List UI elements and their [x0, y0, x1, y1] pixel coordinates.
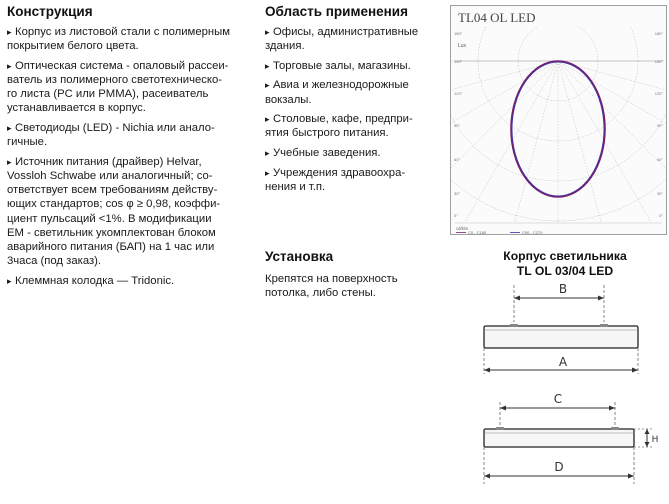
- drawing-top: [484, 284, 638, 374]
- ustanovka-text: [265, 272, 422, 300]
- konstrukcia-item-line: Корпус из листовой стали с полимерным: [15, 26, 231, 38]
- polar-angle-label: 30°: [454, 191, 461, 196]
- korpus-heading: [470, 249, 660, 278]
- dim-label-h: H: [651, 435, 659, 445]
- dim-label-d: D: [554, 460, 564, 474]
- polar-angle-label: 0°: [659, 213, 663, 218]
- legend-label-c0: C0 - C180: [468, 230, 487, 235]
- oblast-item-line: Учреждения здравоохра-: [273, 166, 406, 179]
- konstrukcia-item: [7, 25, 247, 53]
- konstrukcia-item-line: Клеммная колодка — Tridonic.: [15, 274, 175, 287]
- bullet-marker: ▸: [265, 114, 270, 125]
- dim-label-a: A: [558, 355, 568, 369]
- konstrukcia-item-line: ответствует всем требованиям действу-: [7, 184, 218, 197]
- polar-angle-label: 180°: [654, 31, 663, 36]
- ustanovka-line: потолка, либо стены.: [265, 287, 376, 300]
- polar-footer-left: cd/klm: [456, 226, 469, 231]
- konstrukcia-heading: Конструкция: [7, 4, 93, 19]
- oblast-list: [265, 25, 422, 199]
- konstrukcia-item-line: ющих стандартов; cos φ ≥ 0,98, коэффи-: [7, 198, 221, 211]
- oblast-item: [265, 25, 422, 53]
- oblast-item-line: Авиа и железнодорожные: [273, 79, 409, 92]
- legend-label-c90: C90 - C270: [522, 230, 543, 235]
- konstrukcia-list: [7, 25, 247, 293]
- polar-lux-label: Lux: [458, 43, 467, 49]
- oblast-item-line: нения и т.п.: [265, 180, 326, 193]
- oblast-item-line: ятия быстрого питания.: [265, 127, 389, 140]
- konstrukcia-item-line: Оптическая система - опаловый рассеи-: [15, 59, 229, 72]
- konstrukcia-item-line: го листа (PC или PMMA), расеиватель: [7, 88, 209, 101]
- konstrukcia-item-line: устанавливается в корпус.: [7, 102, 146, 115]
- oblast-heading: Область применения: [265, 4, 408, 19]
- oblast-item-line: Столовые, кафе, предпри-: [273, 113, 413, 126]
- bullet-marker: ▸: [7, 123, 12, 133]
- polar-angle-label: 120°: [454, 91, 463, 96]
- konstrukcia-item-line: Источник питания (драйвер) Helvar,: [15, 155, 202, 168]
- oblast-item: [265, 78, 422, 106]
- konstrukcia-item-line: Светодиоды (LED) - Nichia или анало-: [15, 122, 215, 134]
- body-bottom: [484, 429, 634, 447]
- bullet-marker: ▸: [7, 60, 12, 71]
- polar-angle-label: 90°: [656, 123, 663, 128]
- bullet-marker: ▸: [7, 275, 12, 286]
- bullet-marker: ▸: [265, 80, 270, 91]
- body-top: [484, 326, 638, 348]
- polar-frame: [451, 6, 667, 235]
- polar-angle-label: 30°: [656, 191, 663, 196]
- oblast-item-line: здания.: [265, 40, 305, 53]
- dim-label-b: B: [558, 284, 568, 296]
- oblast-item-line: вокзалы.: [265, 93, 312, 106]
- korpus-heading-line: Корпус светильника: [503, 249, 627, 263]
- konstrukcia-item: [7, 59, 247, 116]
- oblast-item: [265, 59, 422, 73]
- ustanovka-heading: Установка: [265, 249, 334, 264]
- konstrukcia-item-line: покрытием белого цвета.: [7, 40, 139, 53]
- polar-angle-label: 180°: [454, 31, 463, 36]
- polar-diagram: [450, 5, 667, 235]
- ustanovka-line: Крепятся на поверхность: [265, 273, 398, 285]
- konstrukcia-item: [7, 121, 247, 149]
- konstrukcia-item: [7, 274, 247, 288]
- dim-label-c: C: [553, 392, 563, 406]
- drawing-bottom: [484, 392, 658, 484]
- konstrukcia-item-line: ватель из полимерного светотехническо-: [7, 74, 223, 86]
- oblast-item: [265, 146, 422, 160]
- korpus-heading-line: TL OL 03/04 LED: [516, 263, 614, 278]
- konstrukcia-item-line: аварийного питания (БАП) на 1 час или: [7, 241, 215, 254]
- bullet-marker: ▸: [265, 167, 270, 178]
- oblast-item-line: Офисы, административные: [273, 26, 419, 38]
- bullet-marker: ▸: [7, 156, 12, 167]
- konstrukcia-item-line: 3часа (под заказ).: [7, 255, 102, 268]
- bullet-marker: ▸: [265, 27, 270, 37]
- konstrukcia-item-line: гичные.: [7, 136, 48, 149]
- polar-angle-label: 120°: [654, 91, 663, 96]
- polar-angle-label: 60°: [656, 157, 663, 162]
- polar-angle-label: 90°: [454, 123, 461, 128]
- konstrukcia-item: [7, 155, 247, 269]
- oblast-item-line: Торговые залы, магазины.: [273, 59, 411, 72]
- konstrukcia-item-line: Vossloh Schwabe или аналогичный; со-: [7, 170, 213, 182]
- konstrukcia-item-line: циент пульсаций <1%. В модификации: [7, 212, 212, 225]
- polar-angle-label: 0°: [454, 213, 458, 218]
- oblast-item: [265, 112, 422, 140]
- polar-angle-label: 150°: [654, 59, 663, 64]
- polar-angle-label: 150°: [454, 59, 463, 64]
- oblast-item: [265, 166, 422, 194]
- dimension-drawings: [470, 284, 660, 489]
- polar-title: TL04 OL LED: [458, 10, 536, 25]
- oblast-item-line: Учебные заведения.: [273, 146, 381, 159]
- konstrukcia-item-line: EM - светильник укомплектован блоком: [7, 226, 216, 239]
- bullet-marker: ▸: [265, 147, 270, 158]
- bullet-marker: ▸: [265, 60, 270, 71]
- polar-angle-label: 60°: [454, 157, 461, 162]
- bullet-marker: ▸: [7, 27, 12, 37]
